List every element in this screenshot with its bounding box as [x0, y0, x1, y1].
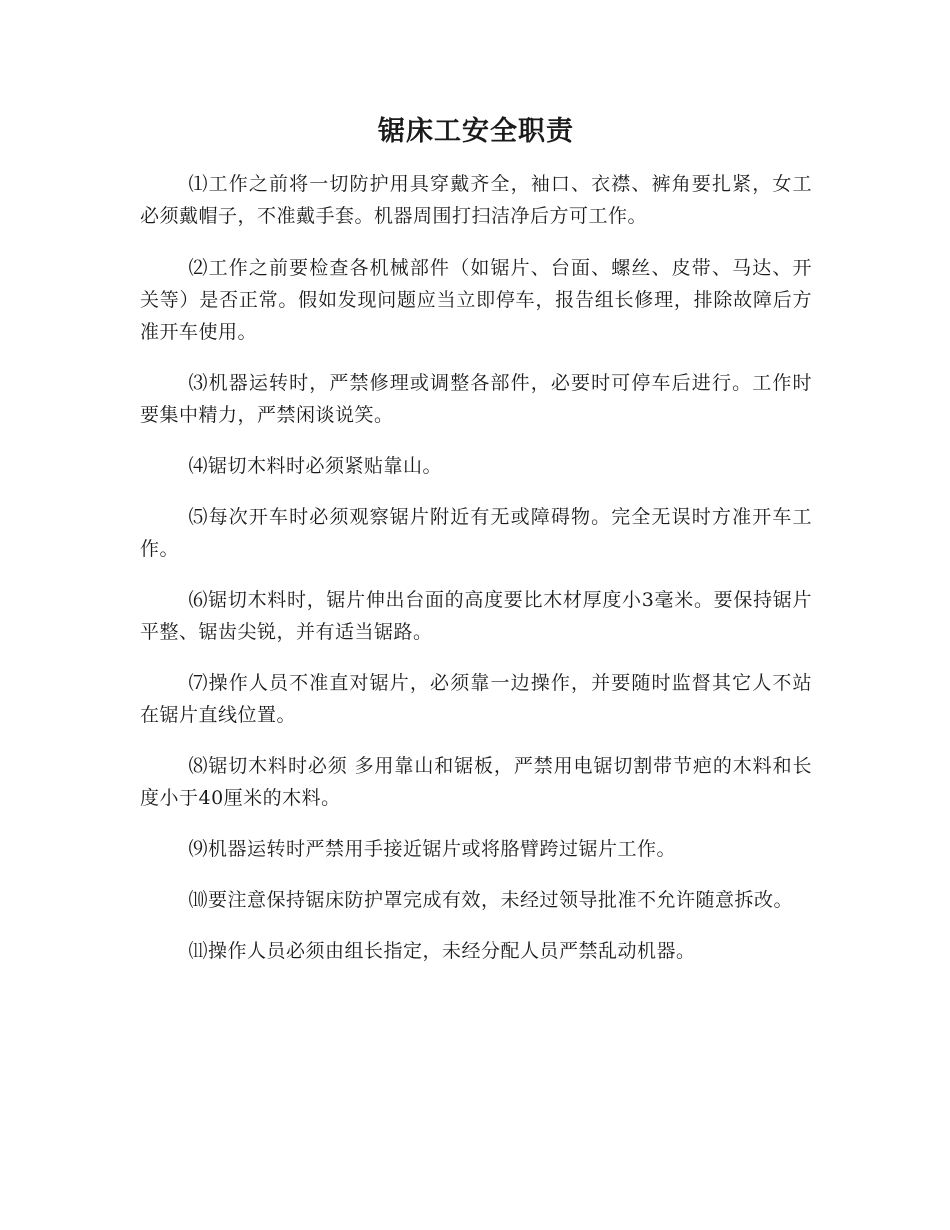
- rule-paragraph-2: ⑵工作之前要检查各机械部件（如锯片、台面、螺丝、皮带、马达、开关等）是否正常。假如发现问题应当立即停车，报告组长修理，排除故障后方准开车使用。: [140, 257, 812, 343]
- document-title: 锯床工安全职责: [378, 116, 574, 147]
- rule-paragraph-3: ⑶机器运转时，严禁修理或调整各部件，必要时可停车后进行。工作时要集中精力，严禁闲谈说笑。: [140, 372, 812, 426]
- rule-paragraph-8: ⑻锯切木料时必须 多用靠山和锯板，严禁用电锯切割带节疤的木料和长度小于40厘米的木料。: [140, 755, 812, 809]
- rule-paragraph-11: ⑾操作人员必须由组长指定，未经分配人员严禁乱动机器。: [188, 940, 696, 962]
- rule-paragraph-9: ⑼机器运转时严禁用手接近锯片或将胳臂跨过锯片工作。: [188, 838, 676, 860]
- rule-paragraph-1: ⑴工作之前将一切防护用具穿戴齐全，袖口、衣襟、裤角要扎紧，女工必须戴帽子，不准戴手套。机器周围打扫洁净后方可工作。: [140, 173, 812, 227]
- rule-paragraph-5: ⑸每次开车时必须观察锯片附近有无或障碍物。完全无误时方准开车工作。: [140, 506, 812, 560]
- rule-paragraph-6: ⑹锯切木料时，锯片伸出台面的高度要比木材厚度小3毫米。要保持锯片平整、锯齿尖锐，并有适当锯路。: [140, 589, 812, 643]
- document-page: [140, 112, 812, 986]
- rule-paragraph-7: ⑺操作人员不准直对锯片，必须靠一边操作，并要随时监督其它人不站在锯片直线位置。: [140, 672, 812, 726]
- rule-paragraph-4: ⑷锯切木料时必须紧贴靠山。: [188, 455, 442, 477]
- rule-paragraph-10: ⑽要注意保持锯床防护罩完成有效，未经过领导批准不允许随意拆改。: [188, 889, 793, 911]
